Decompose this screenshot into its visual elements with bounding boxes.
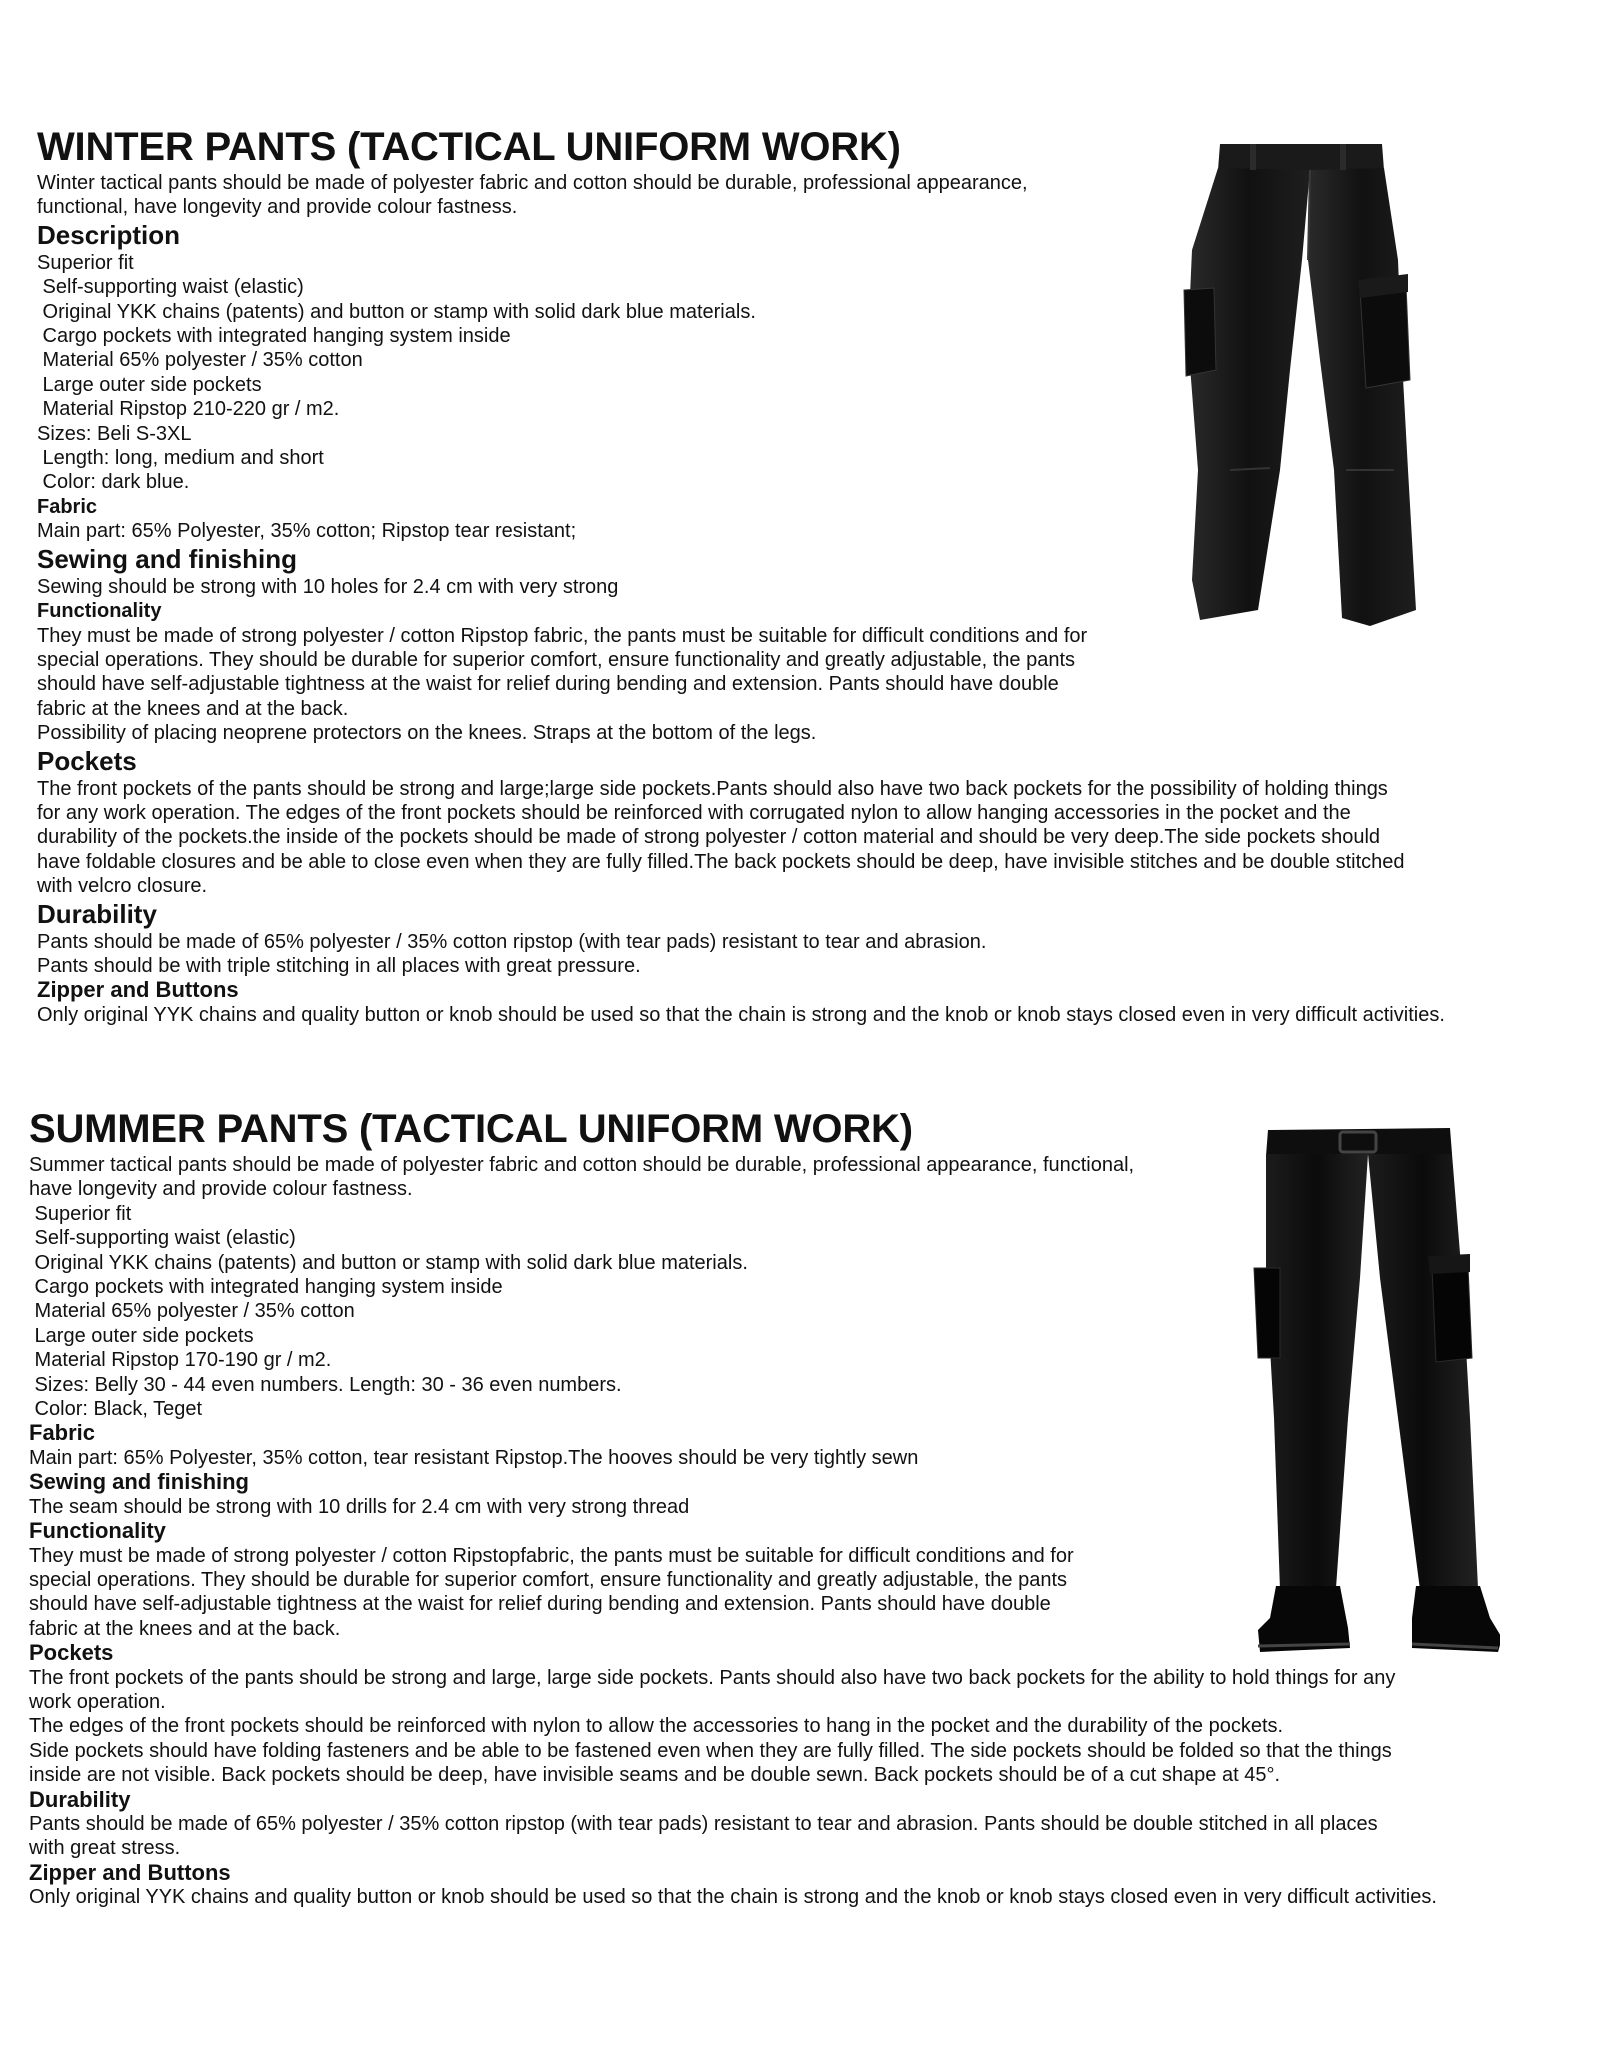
text-line: Pants should be made of 65% polyester / 35% cotton ripstop (with tear pads) resistant to tear and abrasion. [37, 930, 987, 953]
section-heading: Fabric [37, 495, 98, 518]
section-heading: Zipper and Buttons [37, 977, 239, 1003]
text-line: for any work operation. The edges of the front pockets should be reinforced with corrugated nylon to allow hanging accessories in the pocket and the [37, 801, 1351, 824]
text-line: Self-supporting waist (elastic) [37, 276, 304, 299]
text-line: have foldable closures and be able to close even when they are fully filled.The back pockets should be deep, have invisible stitches and be double stitched [37, 850, 1405, 873]
text-line: Only original YYK chains and quality button or knob should be used so that the chain is strong and the knob or knob stays closed even in very difficult activities. [37, 1003, 1445, 1026]
text-line: should have self-adjustable tightness at the waist for relief during bending and extension. Pants should have double [29, 1593, 1051, 1616]
text-line: The seam should be strong with 10 drills for 2.4 cm with very strong thread [29, 1495, 690, 1518]
text-line: Pants should be made of 65% polyester / 35% cotton ripstop (with tear pads) resistant to tear and abrasion. Pants should be double stitched in all places [29, 1812, 1378, 1835]
section-heading: Pockets [29, 1640, 114, 1666]
text-line: Color: Black, Teget [29, 1398, 203, 1421]
text-line: with great stress. [29, 1837, 181, 1860]
text-line: Sewing should be strong with 10 holes for 2.4 cm with very strong [37, 575, 619, 598]
text-line: Large outer side pockets [37, 373, 262, 396]
text-line: special operations. They should be durable for superior comfort, ensure functionality and greatly adjustable, the pants [37, 648, 1076, 671]
text-line: inside are not visible. Back pockets should be deep, have invisible seams and be double sewn. Back pockets should be of a cut shape at 45°. [29, 1764, 1280, 1787]
text-line: fabric at the knees and at the back. [29, 1617, 341, 1640]
text-line: durability of the pockets.the inside of the pockets should be made of strong polyester / cotton material and should be very deep.The side pockets should [37, 826, 1381, 849]
winter-title: WINTER PANTS (TACTICAL UNIFORM WORK) [37, 125, 901, 169]
text-line: They must be made of strong polyester / cotton Ripstop fabric, the pants must be suitable for difficult conditions and for [37, 624, 1088, 647]
text-line: Original YKK chains (patents) and button or stamp with solid dark blue materials. [37, 300, 756, 323]
summer-title: SUMMER PANTS (TACTICAL UNIFORM WORK) [29, 1107, 913, 1151]
section-heading: Functionality [29, 1518, 166, 1544]
text-line: Superior fit [37, 251, 134, 274]
text-line: Original YKK chains (patents) and button or stamp with solid dark blue materials. [29, 1251, 748, 1274]
text-line: Material Ripstop 210-220 gr / m2. [37, 398, 340, 421]
text-line: Side pockets should have folding fasteners and be able to be fastened even when they are fully filled. The side pockets should be folded so that the things [29, 1739, 1392, 1762]
text-line: have longevity and provide colour fastness. [29, 1178, 413, 1201]
section-heading: Pockets [37, 745, 137, 776]
text-line: special operations. They should be durable for superior comfort, ensure functionality and greatly adjustable, the pants [29, 1568, 1068, 1591]
text-line: Winter tactical pants should be made of polyester fabric and cotton should be durable, professional appearance, [37, 172, 1028, 194]
text-line: work operation. [29, 1690, 166, 1713]
text-line: The front pockets of the pants should be strong and large;large side pockets.Pants should also have two back pockets for the possibility of holding things [37, 777, 1388, 800]
section-heading: Description [37, 219, 181, 250]
text-line: Pants should be with triple stitching in all places with great pressure. [37, 954, 641, 977]
text-line: with velcro closure. [37, 875, 208, 898]
summer-section [0, 1060, 1600, 2068]
text-line: The edges of the front pockets should be reinforced with nylon to allow the accessories to hang in the pocket and the durability of the pockets. [29, 1715, 1284, 1738]
section-heading: Durability [37, 898, 157, 929]
text-line: functional, have longevity and provide colour fastness. [37, 196, 518, 219]
text-line: Only original YYK chains and quality button or knob should be used so that the chain is strong and the knob or knob stays closed even in very difficult activities. [29, 1886, 1437, 1909]
text-line: should have self-adjustable tightness at the waist for relief during bending and extension. Pants should have double [37, 673, 1059, 696]
text-line: Self-supporting waist (elastic) [29, 1227, 296, 1250]
section-heading: Fabric [29, 1420, 96, 1446]
text-line: Superior fit [29, 1202, 132, 1225]
text-line: Material Ripstop 170-190 gr / m2. [29, 1349, 332, 1372]
text-line: Large outer side pockets [29, 1324, 254, 1347]
section-heading: Durability [29, 1786, 131, 1812]
text-line: Main part: 65% Polyester, 35% cotton, tear resistant Ripstop.The hooves should be very tightly sewn [29, 1446, 919, 1469]
text-line: Sizes: Belly 30 - 44 even numbers. Length: 30 - 36 even numbers. [29, 1373, 622, 1396]
section-heading: Sewing and finishing [29, 1469, 249, 1495]
text-line: Cargo pockets with integrated hanging system inside [37, 325, 511, 348]
text-line: They must be made of strong polyester / cotton Ripstopfabric, the pants must be suitable for difficult conditions and for [29, 1544, 1074, 1567]
text-line: The front pockets of the pants should be strong and large, large side pockets. Pants should also have two back pockets for the ability to hold things for any [29, 1666, 1396, 1689]
text-line: Main part: 65% Polyester, 35% cotton; Ripstop tear resistant; [37, 520, 577, 543]
text-line: Sizes: Beli S-3XL [37, 422, 192, 445]
text-line: Color: dark blue. [37, 471, 190, 494]
section-heading: Functionality [37, 600, 162, 623]
text-line: Length: long, medium and short [37, 447, 324, 470]
text-line: Cargo pockets with integrated hanging system inside [29, 1276, 503, 1299]
summer-pants-image [1240, 1118, 1500, 1698]
winter-pants-image [1170, 140, 1430, 640]
section-heading: Zipper and Buttons [29, 1859, 231, 1885]
text-line: Summer tactical pants should be made of polyester fabric and cotton should be durable, professional appearance, functional, [29, 1154, 1135, 1176]
text-line: Possibility of placing neoprene protectors on the knees. Straps at the bottom of the legs. [37, 722, 817, 745]
text-line: Material 65% polyester / 35% cotton [29, 1300, 355, 1323]
text-line: Material 65% polyester / 35% cotton [37, 349, 363, 372]
section-heading: Sewing and finishing [37, 543, 297, 574]
text-line: fabric at the knees and at the back. [37, 697, 349, 720]
